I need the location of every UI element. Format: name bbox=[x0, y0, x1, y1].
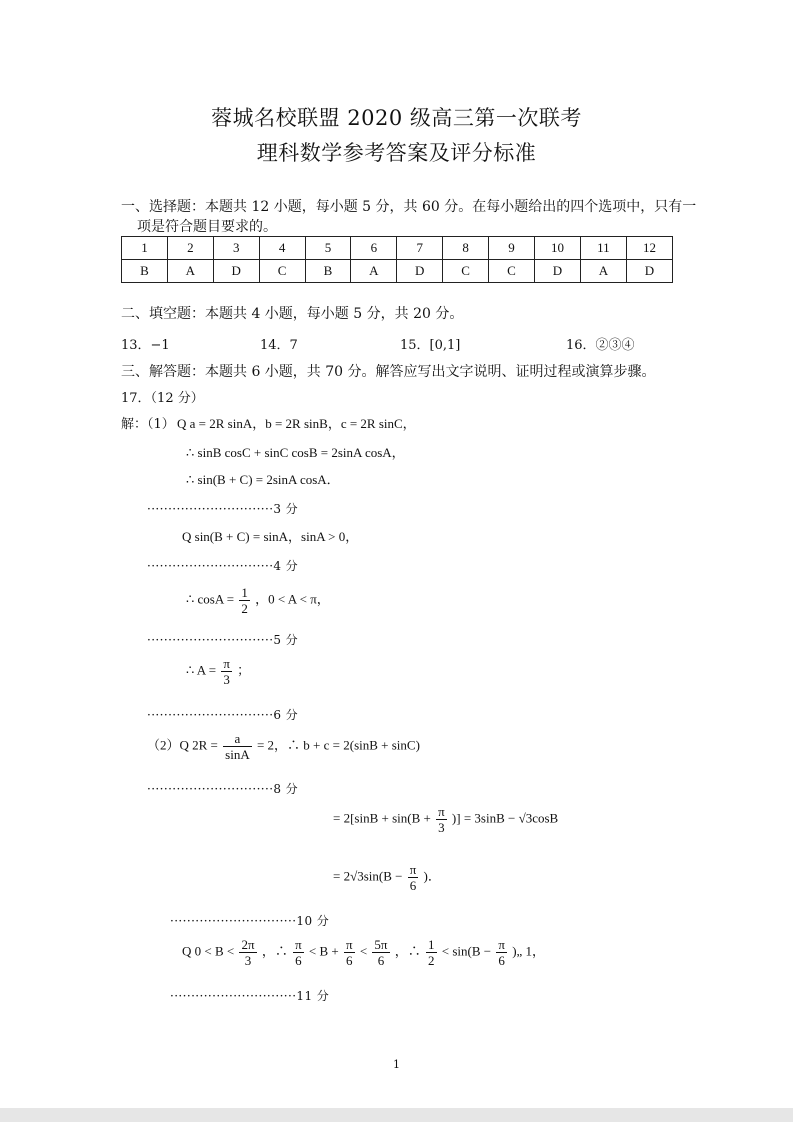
math-text: < sin(B − bbox=[441, 943, 492, 959]
fraction-numerator: π bbox=[438, 804, 445, 819]
math-text: < bbox=[359, 943, 368, 959]
math-text: )． bbox=[423, 868, 441, 884]
math-text: )„ 1， bbox=[512, 943, 546, 959]
solution-line bbox=[147, 731, 420, 762]
score-marker: ······························5 分 bbox=[147, 633, 299, 647]
fraction-denominator: 6 bbox=[409, 878, 417, 893]
math-text: ，∴ bbox=[394, 943, 421, 959]
table-cell: 6 bbox=[351, 237, 397, 260]
score-marker: ······························8 分 bbox=[147, 782, 299, 796]
fraction bbox=[221, 656, 232, 687]
solution-line bbox=[186, 585, 330, 616]
fraction bbox=[223, 731, 252, 762]
fraction-numerator: π bbox=[498, 937, 505, 952]
fraction-denominator: 2 bbox=[241, 601, 248, 616]
fraction bbox=[496, 937, 507, 968]
answer-table-answers-row bbox=[122, 260, 673, 283]
table-cell: A bbox=[351, 260, 397, 283]
table-cell: C bbox=[443, 260, 489, 283]
fraction-numerator: 1 bbox=[428, 937, 435, 952]
fraction-numerator: π bbox=[223, 656, 230, 671]
fraction bbox=[239, 937, 256, 968]
fraction-numerator: π bbox=[409, 862, 417, 877]
fraction-numerator: 5π bbox=[374, 937, 388, 952]
fraction-denominator: 3 bbox=[438, 820, 445, 835]
answer-15: 15．[0,1] bbox=[400, 338, 461, 353]
table-cell: 3 bbox=[213, 237, 259, 260]
table-cell: 1 bbox=[122, 237, 168, 260]
title-line1: 蓉城名校联盟 2020 级高三第一次联考 bbox=[211, 106, 582, 130]
solution-line: ∴ sinB cosC + sinC cosB = 2sinA cosA， bbox=[186, 445, 405, 460]
math-text: Q 0 < B < bbox=[182, 943, 235, 959]
section2-heading: 二、填空题：本题共 4 小题，每小题 5 分，共 20 分。 bbox=[121, 306, 464, 322]
title-line2: 理科数学参考答案及评分标准 bbox=[256, 141, 537, 165]
math-text: （2）Q 2R = bbox=[147, 737, 218, 753]
fraction-numerator: a bbox=[223, 731, 252, 747]
fraction-denominator: sinA bbox=[225, 747, 250, 762]
fraction bbox=[426, 937, 437, 968]
math-text: ∴ A = bbox=[186, 662, 217, 678]
fraction bbox=[293, 937, 304, 968]
math-text: = 2，∴ b + c = 2(sinB + sinC) bbox=[256, 737, 420, 753]
score-marker: ······························3 分 bbox=[147, 502, 299, 516]
table-cell: D bbox=[397, 260, 443, 283]
table-cell: A bbox=[167, 260, 213, 283]
math-text: < B + bbox=[308, 943, 339, 959]
solution-line: Q sin(B + C) = sinA，sinA > 0， bbox=[182, 529, 359, 544]
table-cell: D bbox=[626, 260, 672, 283]
section1-heading-cont: 项是符合题目要求的。 bbox=[137, 219, 277, 235]
fraction-numerator: 2π bbox=[241, 937, 255, 952]
fraction bbox=[239, 585, 250, 616]
math-text: ∴ cosA = bbox=[186, 591, 235, 607]
math-text: = 2[sinB + sin(B + bbox=[333, 810, 431, 826]
question-17-label: 17．（12 分） bbox=[121, 391, 204, 406]
table-cell: 9 bbox=[489, 237, 535, 260]
score-marker: ······························4 分 bbox=[147, 559, 299, 573]
table-cell: 11 bbox=[580, 237, 626, 260]
table-cell: 5 bbox=[305, 237, 351, 260]
page-bottom-edge bbox=[0, 1108, 793, 1122]
answer-table bbox=[121, 236, 673, 283]
fraction bbox=[344, 937, 355, 968]
solution-line: Q a = 2R sinA，b = 2R sinB，c = 2R sinC， bbox=[177, 416, 416, 431]
table-cell: 7 bbox=[397, 237, 443, 260]
table-cell: 12 bbox=[626, 237, 672, 260]
table-cell: C bbox=[259, 260, 305, 283]
fraction-numerator: π bbox=[295, 937, 302, 952]
solution-line bbox=[333, 862, 441, 893]
fraction bbox=[372, 937, 389, 968]
fraction-denominator: 6 bbox=[295, 953, 302, 968]
math-text: )] = 3sinB − √3cosB bbox=[451, 810, 559, 826]
section1-heading: 一、选择题：本题共 12 小题，每小题 5 分，共 60 分。在每小题给出的四个选项中，只有一 bbox=[121, 199, 697, 215]
math-text: ； bbox=[237, 662, 251, 678]
table-cell: 8 bbox=[443, 237, 489, 260]
table-cell: C bbox=[489, 260, 535, 283]
fraction-denominator: 3 bbox=[223, 672, 230, 687]
table-cell: A bbox=[580, 260, 626, 283]
solution-line: ∴ sin(B + C) = 2sinA cosA． bbox=[186, 472, 340, 487]
math-text: ，0 < A < π， bbox=[255, 591, 330, 607]
solution-line bbox=[182, 937, 545, 968]
score-marker: ······························11 分 bbox=[170, 989, 330, 1003]
score-marker: ······························10 分 bbox=[170, 914, 330, 928]
answer-14: 14．7 bbox=[260, 338, 298, 353]
math-text: = 2√3sin(B − bbox=[333, 868, 403, 884]
page-number: 1 bbox=[393, 1058, 400, 1071]
score-marker: ······························6 分 bbox=[147, 708, 299, 722]
math-text: ，∴ bbox=[261, 943, 288, 959]
section3-heading: 三、解答题：本题共 6 小题，共 70 分。解答应写出文字说明、证明过程或演算步骤。 bbox=[121, 364, 656, 380]
solution-prefix: 解：（1） bbox=[121, 417, 175, 432]
table-cell: 4 bbox=[259, 237, 305, 260]
answer-table-numbers-row bbox=[122, 237, 673, 260]
solution-line bbox=[186, 656, 250, 687]
table-cell: 2 bbox=[167, 237, 213, 260]
answer-13: 13．−1 bbox=[121, 338, 170, 353]
table-cell: B bbox=[305, 260, 351, 283]
table-cell: B bbox=[122, 260, 168, 283]
solution-line bbox=[333, 804, 558, 835]
fraction-denominator: 6 bbox=[377, 953, 385, 968]
fraction-denominator: 6 bbox=[346, 953, 353, 968]
table-cell: D bbox=[534, 260, 580, 283]
fraction-denominator: 2 bbox=[428, 953, 435, 968]
table-cell: 10 bbox=[534, 237, 580, 260]
fraction-denominator: 3 bbox=[244, 953, 252, 968]
fraction-denominator: 6 bbox=[498, 953, 505, 968]
table-cell: D bbox=[213, 260, 259, 283]
answer-16: 16．②③④ bbox=[566, 338, 635, 353]
fraction-numerator: 1 bbox=[241, 585, 248, 600]
fraction bbox=[408, 862, 419, 893]
fraction bbox=[436, 804, 447, 835]
fraction-numerator: π bbox=[346, 937, 353, 952]
